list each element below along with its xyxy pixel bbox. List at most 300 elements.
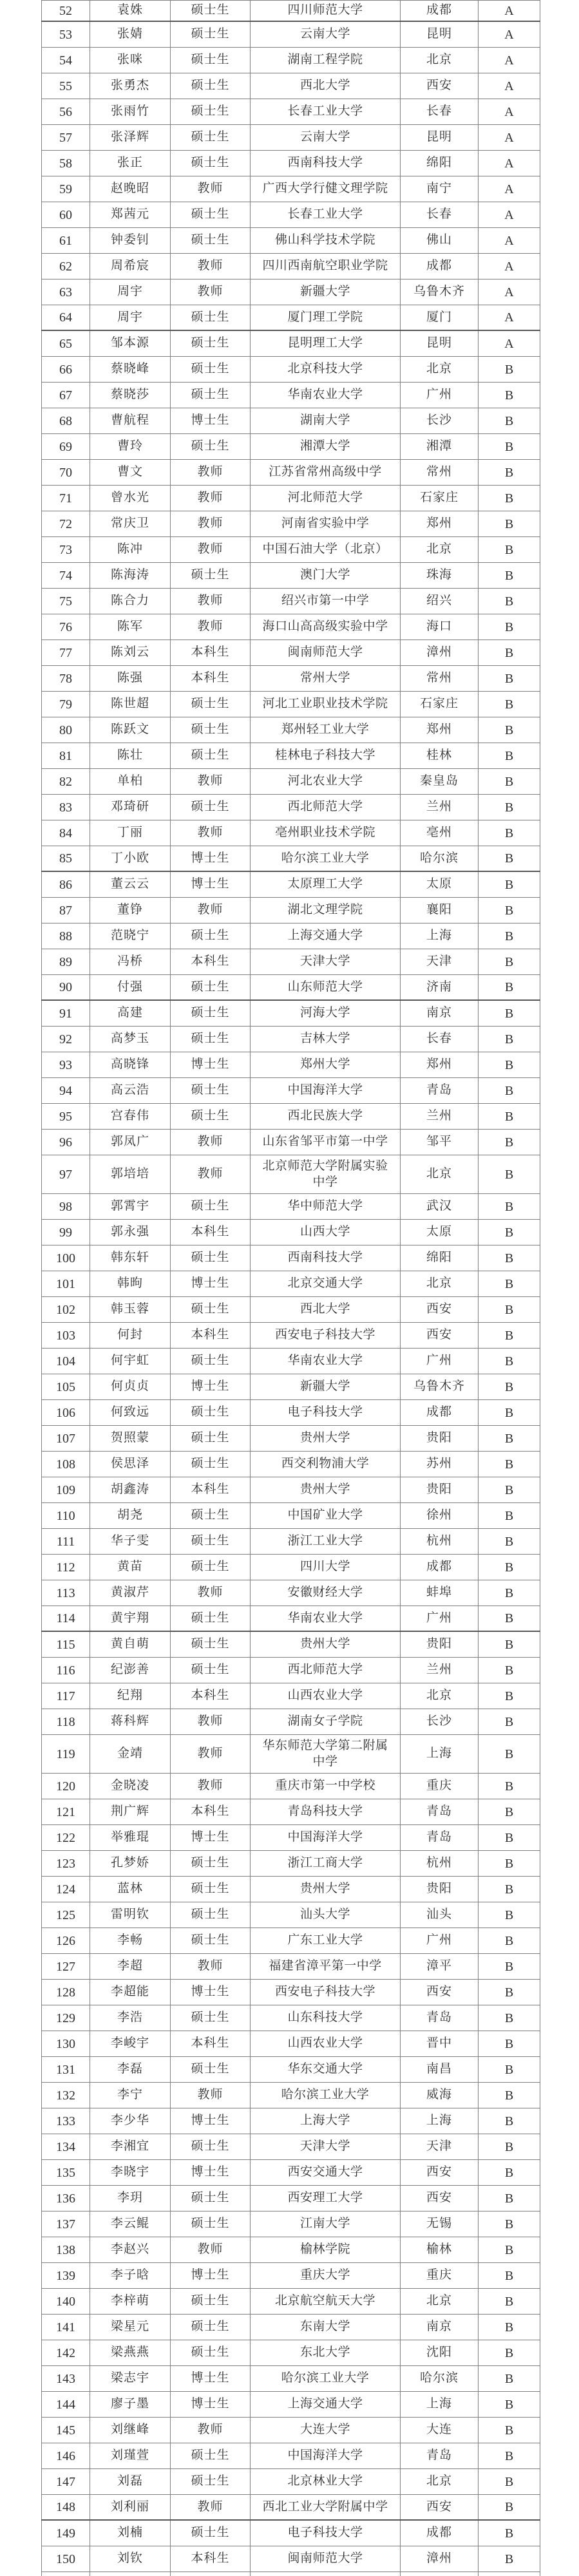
grade-cell: B xyxy=(479,769,540,794)
name-cell: 廖子墨 xyxy=(90,2392,171,2417)
grade-cell: B xyxy=(479,2057,540,2082)
institution-cell: 北京航空航天大学 xyxy=(251,2289,401,2314)
grade-cell: B xyxy=(479,795,540,820)
role-cell: 硕士生 xyxy=(171,1,251,21)
city-cell: 晋中 xyxy=(401,2031,479,2056)
name-cell: 梁志宇 xyxy=(90,2366,171,2391)
role-cell: 硕士生 xyxy=(171,357,251,382)
table-row xyxy=(41,2211,540,2237)
city-cell: 西安 xyxy=(401,73,479,99)
rank-cell: 68 xyxy=(41,408,90,433)
table-row xyxy=(41,2418,540,2443)
city-cell: 昆明 xyxy=(401,331,479,356)
name-cell: 郭永强 xyxy=(90,1220,171,1245)
name-cell: 黄苗 xyxy=(90,1555,171,1580)
city-cell: 西安 xyxy=(401,2495,479,2519)
institution-cell: 西安交通大学 xyxy=(251,2160,401,2185)
table-row xyxy=(41,2005,540,2031)
table-row xyxy=(41,2443,540,2469)
city-cell: 漳州 xyxy=(401,640,479,665)
city-cell: 北京 xyxy=(401,1271,479,1296)
city-cell: 徐州 xyxy=(401,1503,479,1528)
role-cell: 博士生 xyxy=(171,2160,251,2185)
rank-cell: 150 xyxy=(41,2546,90,2571)
grade-cell: B xyxy=(479,846,540,871)
institution-cell: 汕头大学 xyxy=(251,1902,401,1927)
city-cell: 苏州 xyxy=(401,1452,479,1477)
city-cell: 哈尔滨 xyxy=(401,2366,479,2391)
rank-cell: 79 xyxy=(41,692,90,717)
name-cell: 周宇 xyxy=(90,305,171,330)
institution-cell: 东北大学 xyxy=(251,2340,401,2365)
name-cell: 刘磊 xyxy=(90,2469,171,2494)
name-cell: 曹航程 xyxy=(90,408,171,433)
city-cell: 长沙 xyxy=(401,408,479,433)
city-cell: 榆林 xyxy=(401,2237,479,2262)
grade-cell: B xyxy=(479,1709,540,1734)
rank-cell: 103 xyxy=(41,1323,90,1348)
name-cell: 张正 xyxy=(90,151,171,176)
rank-cell: 85 xyxy=(41,846,90,871)
rank-cell: 130 xyxy=(41,2031,90,2056)
grade-cell: B xyxy=(479,1774,540,1799)
table-row xyxy=(41,2495,540,2521)
name-cell: 张婧 xyxy=(90,22,171,47)
rank-cell: 144 xyxy=(41,2392,90,2417)
institution-cell: 云南大学 xyxy=(251,125,401,150)
name-cell: 纪翔 xyxy=(90,1683,171,1709)
name-cell: 周宇 xyxy=(90,279,171,305)
city-cell: 广州 xyxy=(401,383,479,408)
grade-cell: B xyxy=(479,1104,540,1129)
city-cell: 南京 xyxy=(401,1001,479,1026)
grade-cell: B xyxy=(479,1400,540,1425)
name-cell: 何封 xyxy=(90,1323,171,1348)
grade-cell: B xyxy=(479,1529,540,1554)
grade-cell: A xyxy=(479,331,540,356)
city-cell: 重庆 xyxy=(401,1774,479,1799)
grade-cell: A xyxy=(479,22,540,47)
table-row xyxy=(41,614,540,640)
grade-cell: B xyxy=(479,589,540,614)
institution-cell: 大连大学 xyxy=(251,2418,401,2443)
city-cell: 杭州 xyxy=(401,1851,479,1876)
rank-cell: 133 xyxy=(41,2108,90,2134)
role-cell: 硕士生 xyxy=(171,1632,251,1657)
role-cell: 教师 xyxy=(171,537,251,562)
city-cell: 大连 xyxy=(401,2418,479,2443)
rank-cell: 58 xyxy=(41,151,90,176)
rank-cell: 118 xyxy=(41,1709,90,1734)
institution-cell: 西北工业大学附属中学 xyxy=(251,2495,401,2519)
name-cell: 李超能 xyxy=(90,1980,171,2005)
table-row xyxy=(41,898,540,923)
name-cell: 郭培培 xyxy=(90,1155,171,1193)
role-cell: 教师 xyxy=(171,2418,251,2443)
rank-cell: 77 xyxy=(41,640,90,665)
grade-cell: B xyxy=(479,2289,540,2314)
name-cell: 郭凤广 xyxy=(90,1130,171,1155)
role-cell: 硕士生 xyxy=(171,563,251,588)
city-cell: 广州 xyxy=(401,1928,479,1953)
institution-cell: 哈尔滨工业大学 xyxy=(251,2366,401,2391)
grade-cell: B xyxy=(479,2263,540,2288)
city-cell: 无锡 xyxy=(401,2211,479,2237)
role-cell: 硕士生 xyxy=(171,1245,251,1271)
grade-cell: B xyxy=(479,383,540,408)
role-cell: 硕士生 xyxy=(171,125,251,150)
table-row xyxy=(41,1078,540,1104)
institution-cell: 华南农业大学 xyxy=(251,383,401,408)
institution-cell: 郑州大学 xyxy=(251,1052,401,1077)
role-cell: 博士生 xyxy=(171,846,251,871)
grade-cell: B xyxy=(479,1297,540,1322)
grade-cell: B xyxy=(479,1452,540,1477)
role-cell: 教师 xyxy=(171,614,251,639)
role-cell: 教师 xyxy=(171,898,251,923)
institution-cell: 上海大学 xyxy=(251,2108,401,2134)
grade-cell: B xyxy=(479,717,540,743)
city-cell: 蚌埠 xyxy=(401,1580,479,1605)
grade-cell: B xyxy=(479,2315,540,2340)
role-cell: 硕士生 xyxy=(171,1027,251,1052)
city-cell: 绵阳 xyxy=(401,1245,479,1271)
rank-cell: 89 xyxy=(41,949,90,974)
institution-cell: 澳门大学 xyxy=(251,563,401,588)
city-cell: 青岛 xyxy=(401,1078,479,1103)
rank-cell: 134 xyxy=(41,2134,90,2159)
city-cell: 乌鲁木齐 xyxy=(401,1374,479,1399)
name-cell: 常庆卫 xyxy=(90,511,171,536)
rank-cell: 88 xyxy=(41,923,90,949)
city-cell: 亳州 xyxy=(401,820,479,846)
institution-cell: 海口山高高级实验中学 xyxy=(251,614,401,639)
name-cell: 何宇虹 xyxy=(90,1349,171,1374)
city-cell: 青岛 xyxy=(401,1825,479,1850)
grade-cell: B xyxy=(479,1980,540,2005)
grade-cell: B xyxy=(479,1477,540,1502)
table-row xyxy=(41,73,540,99)
institution-cell: 桂林电子科技大学 xyxy=(251,743,401,768)
city-cell: 常州 xyxy=(401,460,479,485)
name-cell: 曹文 xyxy=(90,460,171,485)
table-row xyxy=(41,1980,540,2005)
role-cell: 硕士生 xyxy=(171,1194,251,1219)
city-cell: 邹平 xyxy=(401,1130,479,1155)
rank-cell: 70 xyxy=(41,460,90,485)
institution-cell: 湖南大学 xyxy=(251,408,401,433)
institution-cell: 贵州大学 xyxy=(251,1877,401,1902)
role-cell: 教师 xyxy=(171,2083,251,2108)
name-cell: 李梓萌 xyxy=(90,2289,171,2314)
grade-cell: A xyxy=(479,73,540,99)
role-cell: 博士生 xyxy=(171,2108,251,2134)
table-row xyxy=(41,2366,540,2392)
table-row xyxy=(41,1851,540,1877)
grade-cell: A xyxy=(479,48,540,73)
name-cell: 李少华 xyxy=(90,2108,171,2134)
table-row xyxy=(41,254,540,279)
city-cell: 南京 xyxy=(401,2315,479,2340)
city-cell: 青岛 xyxy=(401,2443,479,2468)
rank-cell: 84 xyxy=(41,820,90,846)
rank-cell: 149 xyxy=(41,2521,90,2546)
rank-cell: 128 xyxy=(41,1980,90,2005)
role-cell: 硕士生 xyxy=(171,1104,251,1129)
institution-cell: 江苏省常州高级中学 xyxy=(251,460,401,485)
name-cell: 钟委钊 xyxy=(90,228,171,253)
role-cell: 硕士生 xyxy=(171,2340,251,2365)
name-cell: 刘继峰 xyxy=(90,2418,171,2443)
grade-cell: B xyxy=(479,2469,540,2494)
role-cell: 本科生 xyxy=(171,1477,251,1502)
grade-cell: A xyxy=(479,254,540,279)
role-cell: 硕士生 xyxy=(171,2057,251,2082)
city-cell: 天津 xyxy=(401,949,479,974)
name-cell: 邓琦研 xyxy=(90,795,171,820)
table-row xyxy=(41,99,540,125)
grade-cell: B xyxy=(479,1078,540,1103)
city-cell: 秦皇岛 xyxy=(401,769,479,794)
name-cell: 何贞贞 xyxy=(90,1374,171,1399)
institution-cell: 哈尔滨工业大学 xyxy=(251,846,401,871)
role-cell: 硕士生 xyxy=(171,99,251,124)
role-cell: 硕士生 xyxy=(171,923,251,949)
rank-cell: 122 xyxy=(41,1825,90,1850)
city-cell: 太原 xyxy=(401,1220,479,1245)
name-cell: 黄淑芹 xyxy=(90,1580,171,1605)
grade-cell: B xyxy=(479,1632,540,1657)
rank-cell: 147 xyxy=(41,2469,90,2494)
institution-cell: 电子科技大学 xyxy=(251,1400,401,1425)
name-cell: 高云浩 xyxy=(90,1078,171,1103)
table-row xyxy=(41,692,540,717)
institution-cell: 亳州职业技术学院 xyxy=(251,820,401,846)
rank-cell: 73 xyxy=(41,537,90,562)
city-cell: 武汉 xyxy=(401,1194,479,1219)
rank-cell: 117 xyxy=(41,1683,90,1709)
role-cell: 教师 xyxy=(171,1954,251,1979)
rank-cell: 56 xyxy=(41,99,90,124)
name-cell: 郑茜元 xyxy=(90,202,171,227)
name-cell: 李晓宇 xyxy=(90,2160,171,2185)
institution-cell: 北京科技大学 xyxy=(251,357,401,382)
role-cell: 博士生 xyxy=(171,1052,251,1077)
grade-cell: B xyxy=(479,1052,540,1077)
institution-cell: 中国石油大学（北京） xyxy=(251,537,401,562)
grade-cell: B xyxy=(479,2005,540,2031)
name-cell: 胡鑫涛 xyxy=(90,1477,171,1502)
institution-cell: 西北大学 xyxy=(251,73,401,99)
grade-cell: A xyxy=(479,151,540,176)
role-cell: 硕士生 xyxy=(171,1349,251,1374)
table-row xyxy=(41,1683,540,1709)
role-cell: 教师 xyxy=(171,176,251,202)
table-row xyxy=(41,228,540,254)
grade-cell: B xyxy=(479,1271,540,1296)
grade-cell: B xyxy=(479,1658,540,1683)
table-row xyxy=(41,640,540,666)
table-row xyxy=(41,1902,540,1928)
table-row-partial xyxy=(41,2572,540,2576)
grade-cell: B xyxy=(479,486,540,511)
table-row xyxy=(41,1001,540,1027)
table-row xyxy=(41,2340,540,2366)
table-row xyxy=(41,22,540,48)
institution-cell: 贵州大学 xyxy=(251,1426,401,1451)
grade-cell: B xyxy=(479,2392,540,2417)
rank-cell: 90 xyxy=(41,975,90,999)
rank-cell: 75 xyxy=(41,589,90,614)
table-row xyxy=(41,589,540,614)
grade-cell: B xyxy=(479,640,540,665)
institution-cell: 江南大学 xyxy=(251,2211,401,2237)
city-cell: 南昌 xyxy=(401,2057,479,2082)
role-cell: 硕士生 xyxy=(171,1877,251,1902)
grade-cell: B xyxy=(479,2134,540,2159)
name-cell: 荆广辉 xyxy=(90,1799,171,1824)
table-row xyxy=(41,460,540,486)
role-cell: 硕士生 xyxy=(171,1400,251,1425)
city-cell: 北京 xyxy=(401,2469,479,2494)
rank-cell: 81 xyxy=(41,743,90,768)
grade-cell: A xyxy=(479,99,540,124)
city-cell: 贵阳 xyxy=(401,1426,479,1451)
name-cell: 李玥 xyxy=(90,2186,171,2211)
table-row xyxy=(41,1323,540,1349)
institution-cell: 四川西南航空职业学院 xyxy=(251,254,401,279)
rank-cell: 108 xyxy=(41,1452,90,1477)
grade-cell: A xyxy=(479,176,540,202)
name-cell: 贺照蒙 xyxy=(90,1426,171,1451)
rank-cell: 131 xyxy=(41,2057,90,2082)
rank-cell: 104 xyxy=(41,1349,90,1374)
city-cell: 杭州 xyxy=(401,1529,479,1554)
city-cell: 石家庄 xyxy=(401,486,479,511)
name-cell: 李湘宜 xyxy=(90,2134,171,2159)
role-cell: 硕士生 xyxy=(171,2211,251,2237)
role-cell: 教师 xyxy=(171,589,251,614)
institution-cell: 西安电子科技大学 xyxy=(251,1323,401,1348)
name-cell: 陈世超 xyxy=(90,692,171,717)
rank-cell: 60 xyxy=(41,202,90,227)
name-cell: 袁姝 xyxy=(90,1,171,21)
grade-cell: A xyxy=(479,228,540,253)
table-row xyxy=(41,717,540,743)
city-cell: 成都 xyxy=(401,1,479,21)
name-cell: 董铮 xyxy=(90,898,171,923)
table-row xyxy=(41,1452,540,1477)
city-cell: 绵阳 xyxy=(401,151,479,176)
name-cell: 纪澎善 xyxy=(90,1658,171,1683)
grade-cell: B xyxy=(479,1902,540,1927)
grade-cell: B xyxy=(479,1027,540,1052)
institution-cell: 佛山科学技术学院 xyxy=(251,228,401,253)
name-cell: 张勇杰 xyxy=(90,73,171,99)
institution-cell: 北京林业大学 xyxy=(251,2469,401,2494)
institution-cell: 华东交通大学 xyxy=(251,2057,401,2082)
institution-cell: 天津大学 xyxy=(251,949,401,974)
grade-cell: B xyxy=(479,2443,540,2468)
name-cell: 董云云 xyxy=(90,872,171,897)
role-cell: 硕士生 xyxy=(171,795,251,820)
city-cell: 上海 xyxy=(401,2108,479,2134)
table-row xyxy=(41,949,540,975)
rank-cell: 132 xyxy=(41,2083,90,2108)
table-row xyxy=(41,202,540,228)
table-row xyxy=(41,2289,540,2315)
table-row xyxy=(41,1928,540,1954)
city-cell: 漳州 xyxy=(401,2546,479,2571)
name-cell: 李峻宇 xyxy=(90,2031,171,2056)
institution-cell: 湘潭大学 xyxy=(251,434,401,459)
table-row xyxy=(41,1658,540,1683)
rank-cell: 126 xyxy=(41,1928,90,1953)
rank-cell: 116 xyxy=(41,1658,90,1683)
city-cell: 天津 xyxy=(401,2134,479,2159)
institution-cell: 中国海洋大学 xyxy=(251,1078,401,1103)
role-cell: 硕士生 xyxy=(171,743,251,768)
grade-cell: B xyxy=(479,949,540,974)
city-cell: 西安 xyxy=(401,1980,479,2005)
grade-cell: A xyxy=(479,202,540,227)
table-row xyxy=(41,383,540,408)
role-cell: 硕士生 xyxy=(171,1928,251,1953)
rank-cell: 97 xyxy=(41,1155,90,1193)
role-cell: 硕士生 xyxy=(171,383,251,408)
role-cell: 教师 xyxy=(171,511,251,536)
table-row xyxy=(41,2108,540,2134)
role-cell: 教师 xyxy=(171,486,251,511)
grade-cell: B xyxy=(479,1194,540,1219)
name-cell: 陈刘云 xyxy=(90,640,171,665)
institution-cell: 郑州轻工业大学 xyxy=(251,717,401,743)
rank-cell: 112 xyxy=(41,1555,90,1580)
city-cell: 桂林 xyxy=(401,743,479,768)
role-cell: 教师 xyxy=(171,1130,251,1155)
table-row xyxy=(41,923,540,949)
name-cell: 李浩 xyxy=(90,2005,171,2031)
grade-cell: B xyxy=(479,563,540,588)
grade-cell: B xyxy=(479,537,540,562)
grade-cell: B xyxy=(479,408,540,433)
grade-cell: B xyxy=(479,357,540,382)
city-cell: 贵阳 xyxy=(401,1477,479,1502)
table-row xyxy=(41,357,540,383)
role-cell: 博士生 xyxy=(171,2263,251,2288)
rank-cell: 121 xyxy=(41,1799,90,1824)
grade-cell: B xyxy=(479,1580,540,1605)
role-cell: 硕士生 xyxy=(171,22,251,47)
role-cell: 硕士生 xyxy=(171,1452,251,1477)
role-cell: 硕士生 xyxy=(171,434,251,459)
grade-cell: B xyxy=(479,1001,540,1026)
role-cell: 本科生 xyxy=(171,1323,251,1348)
rank-cell: 111 xyxy=(41,1529,90,1554)
table-row xyxy=(41,2392,540,2418)
institution-cell: 重庆大学 xyxy=(251,2263,401,2288)
role-cell: 硕士生 xyxy=(171,1297,251,1322)
city-cell: 绍兴 xyxy=(401,589,479,614)
name-cell: 张咪 xyxy=(90,48,171,73)
rank-cell: 138 xyxy=(41,2237,90,2262)
name-cell: 李宁 xyxy=(90,2083,171,2108)
institution-cell: 华中师范大学 xyxy=(251,1194,401,1219)
table-row xyxy=(41,1503,540,1529)
rank-cell: 72 xyxy=(41,511,90,536)
role-cell: 教师 xyxy=(171,460,251,485)
city-cell: 太原 xyxy=(401,872,479,897)
